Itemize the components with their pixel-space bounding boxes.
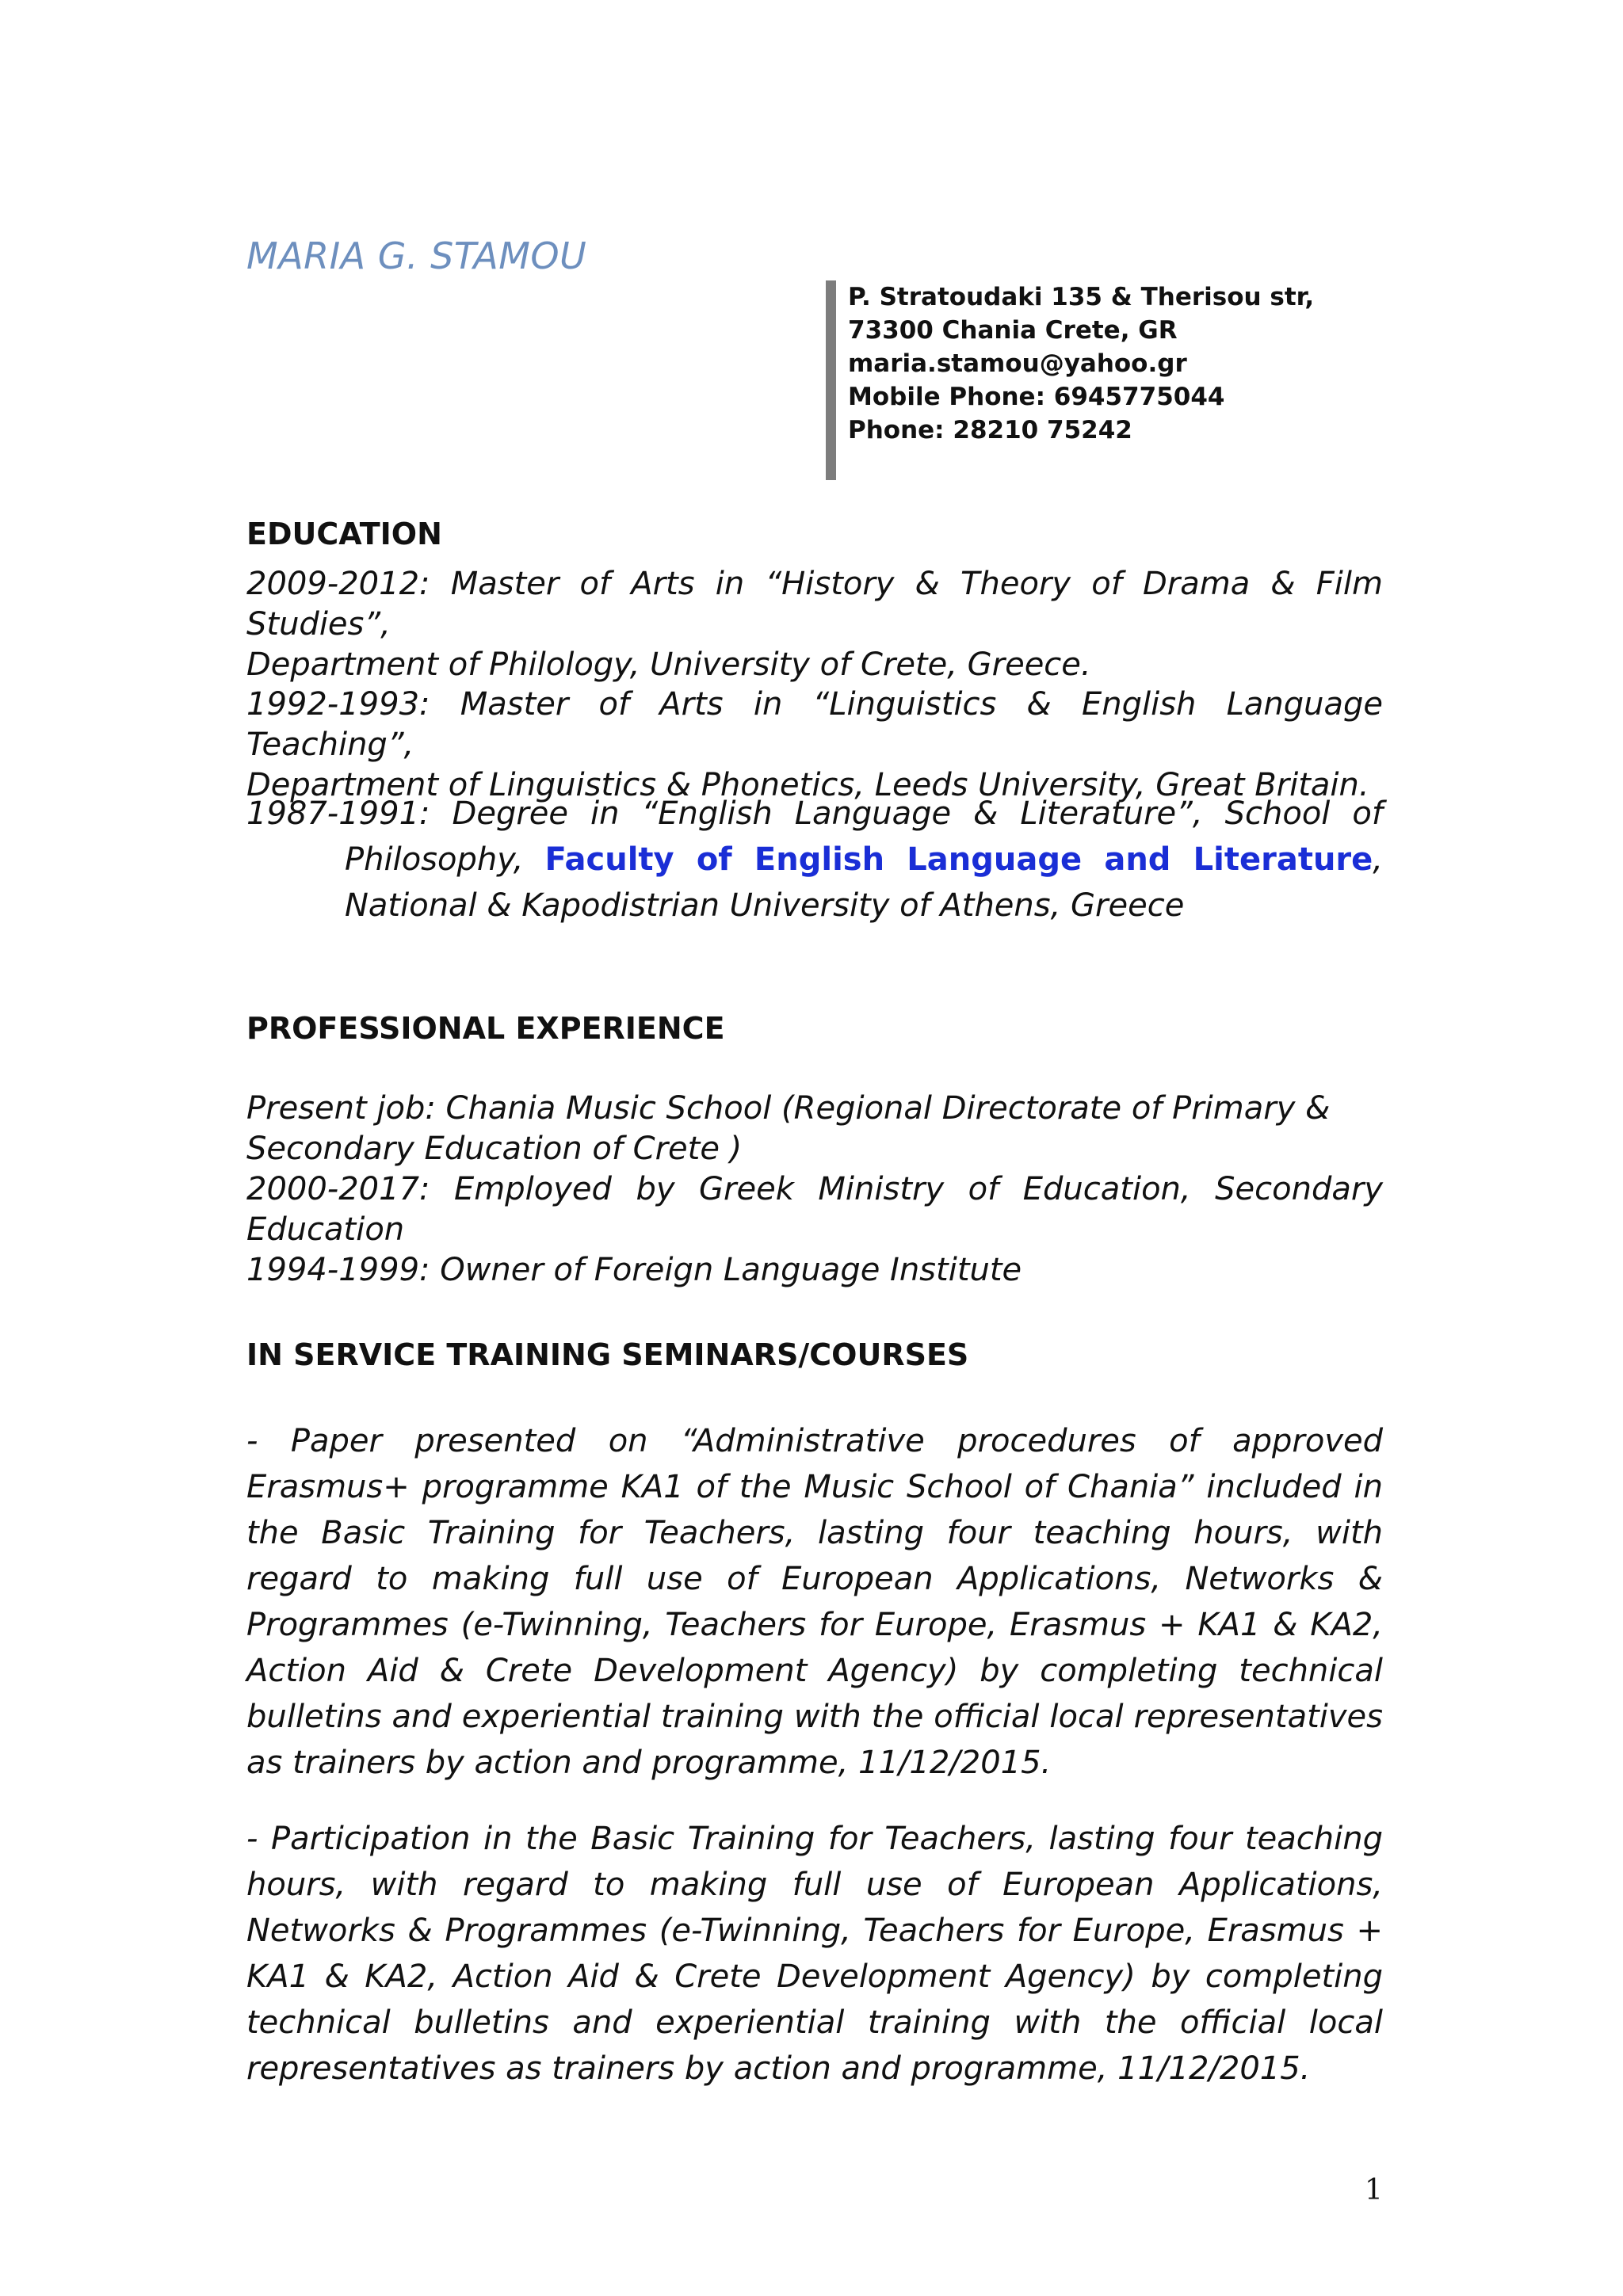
training-paragraph-2: - Participation in the Basic Training for Teachers, lasting four teaching hours, with regard to making full use of European Applications, Networks & Programmes (e-Twinning, Teachers for Europe, Erasmus + KA1 & KA2, Action Aid & Crete Development Agency) by completing technical bulletins and experiential training with the official local representatives as trainers by action and programme, 11/12/2015. — [246, 1821, 1383, 2087]
education-item-2-line-2: Department of Linguistics & Phonetics, Leeds University, Great Britain. — [246, 767, 1369, 803]
experience-line-1: Present job: Chania Music School (Regional Directorate of Primary & — [246, 1090, 1331, 1127]
contact-mobile: Mobile Phone: 6945775044 — [848, 383, 1225, 411]
education-item-3-prefix: Philosophy, — [345, 841, 545, 878]
contact-city: 73300 Chania Crete, GR — [848, 316, 1178, 345]
experience-line-3: 2000-2017: Employed by Greek Ministry of Education, Secondary — [246, 1171, 1383, 1207]
contact-address: P. Stratoudaki 135 & Therisou str, — [848, 283, 1315, 311]
contact-phone: Phone: 28210 75242 — [848, 416, 1132, 444]
contact-email: maria.stamou@yahoo.gr — [848, 349, 1187, 378]
experience-line-2: Secondary Education of Crete ) — [246, 1131, 743, 1167]
experience-line-5: 1994-1999: Owner of Foreign Language Institute — [246, 1252, 1022, 1288]
experience-list — [246, 1089, 1383, 1291]
training-paragraph-1: - Paper presented on “Administrative procedures of approved Erasmus+ programme KA1 of the Music School of Chania” included in the Basic Training for Teachers, lasting four teaching hours, with regard to making full use of European Applications, Networks & Programmes (e-Twinning, Teachers for Europe, Erasmus + KA1 & KA2, Action Aid & Crete Development Agency) by completing technical bulletins and experiential training with the official local representatives as trainers by action and programme, 11/12/2015. — [246, 1423, 1383, 1781]
experience-heading: PROFESSIONAL EXPERIENCE — [246, 1011, 725, 1046]
education-item-2 — [246, 685, 1383, 806]
education-item-2-line-1: 1992-1993: Master of Arts in “Linguistics & English Language Teaching”, — [246, 686, 1383, 763]
education-heading: EDUCATION — [246, 517, 442, 551]
education-item-3-rest — [246, 837, 1383, 929]
education-item-1 — [246, 564, 1383, 685]
experience-line-4: Education — [246, 1211, 405, 1248]
education-item-3 — [246, 791, 1383, 929]
page-number: 1 — [1365, 2174, 1383, 2206]
training-heading: IN SERVICE TRAINING SEMINARS/COURSES — [246, 1337, 969, 1372]
contact-block — [826, 280, 1315, 480]
education-item-3-suffix: , National & Kapodistrian University of Athens, Greece — [345, 841, 1383, 924]
education-item-1-line-2: Department of Philology, University of Crete, Greece. — [246, 646, 1091, 683]
person-name: MARIA G. STAMOU — [246, 235, 587, 277]
education-item-1-line-1: 2009-2012: Master of Arts in “History & Theory of Drama & Film Studies”, — [246, 566, 1383, 643]
education-item-3-line-1: 1987-1991: Degree in “English Language & Literature”, School of — [246, 795, 1383, 832]
faculty-link[interactable]: Faculty of English Language and Literature — [544, 841, 1373, 878]
